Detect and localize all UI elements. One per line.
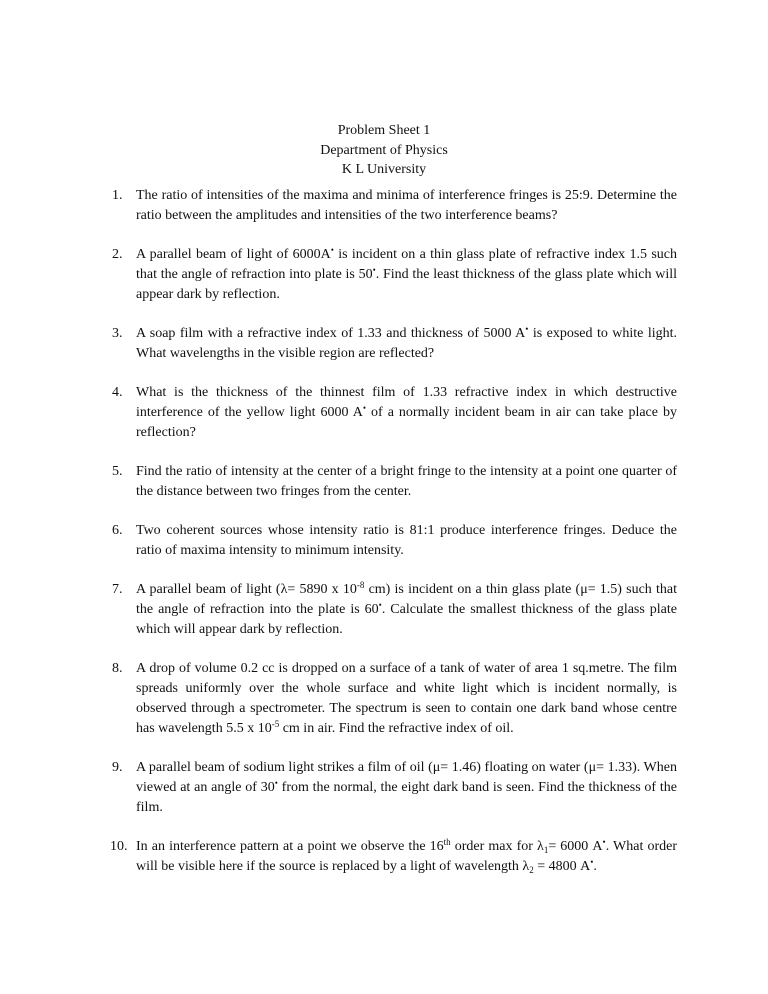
text-run: A drop of volume 0.2 cc is dropped on a surface of a tank of water of area 1 sq.metre. The film spreads uniformly over the whole surface and white light which is incident normally, is observed through a spectrometer. The spectrum is seen to contain one dark band whose centre has wavelength 5.5 x 10 [136,661,677,736]
problem-item [112,383,677,443]
problem-item [112,324,677,364]
problem-text [136,462,677,502]
problem-number: 8. [112,661,123,676]
problem-number: 6. [112,523,123,538]
text-run: order max for λ [450,839,544,854]
problem-number: 9. [112,760,123,775]
text-run: Find the ratio of intensity at the center of a bright fringe to the intensity at a point one quarter of the distance between two fringes from the center. [136,464,677,499]
problem-text [136,186,677,226]
text-run: Two coherent sources whose intensity ratio is 81:1 produce interference fringes. Deduce the ratio of maxima intensity to minimum intensity. [136,523,677,558]
problem-number: 1. [112,188,123,203]
subscript: 1 [543,845,549,855]
text-run: . What order will be visible here if the source is replaced by a light of wavelength λ [136,839,677,874]
problem-number: 5. [112,464,123,479]
problem-number: 7. [112,582,123,597]
superscript: • [372,265,376,275]
text-run: is incident on a thin glass plate of refractive index 1.5 such that the angle of refraction into plate is 50 [136,247,678,282]
superscript: • [590,857,594,867]
superscript: • [362,403,366,413]
text-run: . [593,859,597,874]
text-run: . Calculate the smallest thickness of the glass plate which will appear dark by reflection. [136,602,677,637]
problem-text [136,837,677,877]
text-run: cm) is incident on a thin glass plate (μ= 1.5) such that the angle of refraction into the plate is 60 [136,582,677,617]
problem-number: 10. [110,839,128,854]
problem-text [136,245,677,305]
subscript: 2 [529,865,534,875]
university-name: K L University [341,162,427,177]
problem-text [136,324,677,364]
problem-text [136,383,677,443]
text-run: The ratio of intensities of the maxima and minima of interference fringes is 25:9. Determine the ratio between the amplitudes and intensities of the two interference beams? [136,188,677,223]
problem-item [112,837,677,877]
problem-item [112,580,677,640]
problem-item [112,521,677,561]
problem-number: 3. [112,326,123,341]
superscript: th [443,837,451,847]
text-run: cm in air. Find the refractive index of oil. [279,721,514,736]
text-run: of a normally incident beam in air can take place by reflection? [136,405,677,440]
problem-list [112,186,677,896]
superscript: • [602,837,606,847]
problem-item [112,186,677,226]
problem-number: 2. [112,247,123,262]
sheet-title: Problem Sheet 1 [337,123,431,138]
problem-text [136,521,677,561]
document-header [0,121,768,180]
problem-text [136,758,677,818]
problem-number: 4. [112,385,123,400]
text-run: . Find the least thickness of the glass plate which will appear dark by reflection. [136,267,677,302]
text-run: = 6000 A [548,839,603,854]
text-run: What is the thickness of the thinnest film of 1.33 refractive index in which destructive interference of the yellow light 6000 A [136,385,677,420]
problem-item [112,758,677,818]
text-run: A parallel beam of light (λ= 5890 x 10 [136,582,357,597]
text-run: is exposed to white light. What wavelengths in the visible region are reflected? [136,326,677,361]
text-run: = 4800 A [533,859,591,874]
superscript: • [330,245,334,255]
text-run: A soap film with a refractive index of 1.33 and thickness of 5000 A [136,326,526,341]
problem-text [136,659,677,739]
text-run: In an interference pattern at a point we observe the 16 [136,839,444,854]
text-run: from the normal, the eight dark band is seen. Find the thickness of the film. [136,780,677,815]
problem-item [112,462,677,502]
superscript: • [525,324,529,334]
superscript: -5 [271,719,280,729]
superscript: -8 [356,580,365,590]
text-run: A parallel beam of light of 6000A [136,247,331,262]
problem-text [136,580,677,640]
problem-item [112,659,677,739]
department-name: Department of Physics [320,142,448,158]
superscript: • [378,600,382,610]
problem-item [112,245,677,305]
text-run: A parallel beam of sodium light strikes a film of oil (μ= 1.46) floating on water (μ= 1.33). When viewed at an angle of 30 [136,760,677,795]
superscript: • [274,778,278,788]
